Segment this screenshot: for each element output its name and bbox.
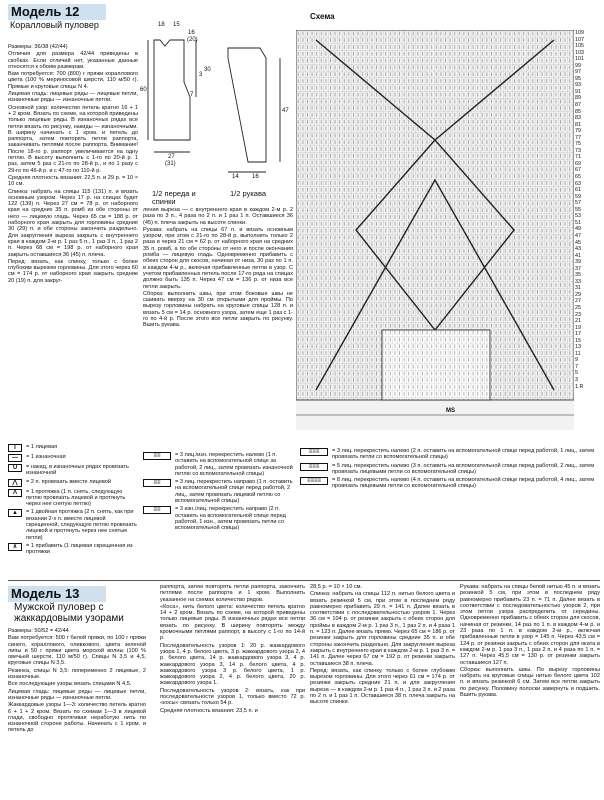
legend-entry <box>8 464 138 477</box>
row-number: 47 <box>575 232 581 239</box>
row-number: 57 <box>575 200 581 207</box>
legend-entry <box>8 509 138 540</box>
row-number: 23 <box>575 311 581 318</box>
stitch-symbol-icon: ▲ <box>8 509 22 517</box>
paragraph: Перед: вязать, как спинку, только с более глубоким вырезом горловины. Для этого через 61 см = 174 р. от резинки закрыть средние 21 п. и для закругления выреза — в каждом 2-м р. 1 раз 4 п., 1 раз 3 п. и 2 раза по 2 п. и 1 раз 1 п. Оставшиеся 38 п. плеча закрыть на высоте спинки. <box>310 667 455 706</box>
legend-text: = 5 лиц. перекрестить налево (3 п. оставить на вспомогательной спице перед работой, 2 лиц., затем провязать лицевыми петли со вспомогательной спицы) <box>332 462 595 475</box>
row-number: 91 <box>575 88 581 95</box>
dim-bottom-3: 14 <box>232 174 239 180</box>
paragraph: Рукава: набрать на спицы белой нитью 45 п. и вязать резинкой 5 см, при этом в последнем ряду равномерно прибавить 23 п. = 71 п. Далее вязать в соответствии с последовательностью узоров 2, при этом петли узора распределить от середины. Одновременно прибавить с обеих сторон для скосов, начиная от резинки, 14 раз по 1 п. в каждом 4-м р. и 23 раза по 1 п. в каждом 2-м р., включая прибавленные петли в узор = 145 п. Через 43,5 см = 124 р. от резинки закрыть с обеих сторон для оката в каждом 2-м р. 1 раз 3 п., 1 раз 2 п. и 4 раза по 1 п. = 127 п. Через 45,5 см = 130 р. от резинки закрыть оставшиеся 127 п. <box>460 584 600 666</box>
symbol-legend-right <box>300 448 600 492</box>
model13-column-4 <box>460 584 600 798</box>
legend-entry <box>143 479 293 504</box>
row-number: 19 <box>575 324 581 331</box>
model12-column-2 <box>143 207 293 407</box>
row-number: 29 <box>575 291 581 298</box>
row-number: 85 <box>575 108 581 115</box>
legend-text: = 1 лицевая <box>26 444 58 450</box>
dim-right-2: 47 <box>282 108 289 114</box>
row-number: 73 <box>575 147 581 154</box>
paragraph: ления выреза — с внутреннего края в каждом 2-м р. 2 раза по 3 п., 4 раза по 2 п. и 1 раз 1 п. Оставшиеся 36 (45) п. плеча закрыть на высоте спинки. <box>143 207 293 226</box>
row-number: 55 <box>575 206 581 213</box>
legend-entry <box>8 543 138 556</box>
row-number: 39 <box>575 259 581 266</box>
symbol-legend-left <box>8 444 138 558</box>
paragraph: Вам потребуется: 500 г белой пряжи, по 100 г пряжи синего, кораллового, оливкового, цвета зеленой липы и 50 г пряжи цвета морской волны (100 % овечьей шерсти, 110 м/50 г). Спицы N 3,5 и 4,5, круговые спицы N 3,5. <box>8 635 146 667</box>
section-divider <box>8 580 600 581</box>
row-number: 35 <box>575 272 581 279</box>
dim-top-2: 15 <box>173 22 180 28</box>
row-number: 49 <box>575 226 581 233</box>
row-number: 71 <box>575 154 581 161</box>
legend-entry <box>8 454 138 462</box>
dim-bottom-4: 16 <box>252 174 259 180</box>
legend-text: = 1 двойная протяжка (2 п. снять, как при вязании 2-х п. вместе лицевой скрещенной, следующую петлю провязать лицевой и протянуть через нее снятые петли) <box>26 509 137 541</box>
dim-bottom-1: 27 <box>168 154 175 160</box>
row-number: 43 <box>575 246 581 253</box>
paragraph: Резинка, спицы N 3,5: попеременно 2 лицевые, 2 изнаночные. <box>8 667 146 681</box>
row-number: 63 <box>575 180 581 187</box>
row-number: 69 <box>575 160 581 167</box>
paragraph: Размеры: 50/52 = 42/44 <box>8 628 69 634</box>
model12-title: Коралловый пуловер <box>10 20 99 30</box>
legend-text: = 2 п. провязать вместе лицевой <box>26 478 112 485</box>
row-number: 105 <box>575 43 584 50</box>
stitch-symbol-icon: ≡≡ <box>143 479 171 487</box>
stitch-symbol-icon: ≡≡≡ <box>300 463 328 471</box>
paragraph: Жаккардовые узоры 1—3: количество петель кратно 6 + 1 + 2 кром. Вязать по схемам 1—3 в лицевой глади, свободно протягивая неработую нить по изнаночной стороне работы. Начинать с 1 кром. и петель до <box>8 702 146 734</box>
row-number: 87 <box>575 102 581 109</box>
dim-right-1: 30 <box>204 67 211 73</box>
row-number: 13 <box>575 344 581 351</box>
row-number: 59 <box>575 193 581 200</box>
stitch-symbol-icon: ⋀ <box>8 479 22 487</box>
legend-text: = 3 лиц. перекрестить направо (1 п. оставить на вспомогательной спице перед работой, 2 лиц., затем провязать лицевой петлю со вспомогательной спицы) <box>175 479 293 505</box>
stitch-symbol-icon: ⊼ <box>8 543 22 551</box>
dim-side-2: 7 <box>190 92 194 98</box>
legend-text: = 1 прибавить (1 лицевая скрещенная из протяжки <box>26 542 133 556</box>
paragraph: Отличия для размера 42/44 приведены в скобках. Если отличий нет, указанные данные относятся к обоим размерам. <box>8 51 138 70</box>
legend-text: = 3 лиц./изн. перекрестить налево (1 п. оставить на вспомогательной спице за работой, 2 лиц., затем провязать изнаночной петлю со вспомогательной спицы) <box>175 452 293 477</box>
row-number: 99 <box>575 62 581 69</box>
model13-column-2 <box>160 584 305 798</box>
row-number: 27 <box>575 298 581 305</box>
row-number: 53 <box>575 213 581 220</box>
stitch-symbol-icon: ≡≡ <box>143 452 171 460</box>
paragraph: Сборка: выполнить швы, при этом боковые швы не сшивать вверху на 30 см открытыми для проймы. По вырезу горловины набрать на круговые спицы 128 п. и вязать 5 см = 14 р. основного узора, затем еще 1 раз с 1-го по 4-й р. После этого все петли закрыть по рисунку. Вшить рукава. <box>143 290 293 329</box>
legend-entry <box>8 444 138 452</box>
row-number: 15 <box>575 337 581 344</box>
dim-top-3: 16 <box>188 30 195 36</box>
row-number: 21 <box>575 318 581 325</box>
paragraph: Рукава: набрать на спицы 67 п. и вязать основным узором, при этом с 21-го по 28-й р. выполнить только 2 раза и через 21 см = 62 р. от наборного края на средних 35 п. ромб, а по обе стороны от него и после окончания ромба — лицевую гладь. Одновременно прибавить с обеих сторон для скосов, начиная от низа, 30 раз по 1 п. в каждом 4-м р., включая прибавленные петли в узор. С учетом прибавленных петель после 17-го ряда на спицах должно быть 135 п. Через 47 см = 136 р. от низа все петли закрыть. <box>143 226 293 290</box>
schematic-caption-sleeve: 1/2 рукава <box>230 189 267 198</box>
schematic-lines <box>140 12 288 187</box>
paragraph: Все последующие узоры вязать спицами N 4,5. <box>8 681 132 688</box>
chart-title: Схема <box>310 12 335 21</box>
legend-entry <box>300 477 600 490</box>
paragraph: Средняя плотность вязания: 22,5 п. и 29 р. = 10 × 10 см. <box>8 174 138 188</box>
row-number: 31 <box>575 285 581 292</box>
legend-text: = накид, в изнаночных рядах провязать изнаночной <box>26 464 129 477</box>
legend-entry <box>143 452 293 477</box>
model13-heading: Модель 13 <box>8 586 106 602</box>
row-number: 93 <box>575 82 581 89</box>
model12-column-1 <box>8 44 138 439</box>
row-number: 7 <box>575 363 578 370</box>
knitting-chart <box>296 30 574 430</box>
legend-entry <box>300 448 600 461</box>
schematic-caption-front: 1/2 переда и спинки <box>152 189 196 206</box>
row-number: 61 <box>575 187 581 194</box>
legend-text: = 8 лиц. перекрестить налево (4 п. оставить на вспомогательной спице перед работой, 4 лиц., затем провязать лицевыми петли со вспомогательной спицы) <box>332 477 595 490</box>
garment-schematic <box>140 12 288 187</box>
paragraph: Сборка: выполнить швы. По вырезу горловины набрать на круговые спицы нитью белого цвета 102 п. и вязать резинкой 6 см. Затем все петли закрыть по рисунку. Половину полоски завернуть и подшить. Вшить рукава. <box>460 666 600 699</box>
row-number: 89 <box>575 95 581 102</box>
row-number: 109 <box>575 30 584 36</box>
row-number: 9 <box>575 357 578 364</box>
row-number: 75 <box>575 141 581 148</box>
paragraph: Лицевая гладь: лицевые ряды — лицевые петли, изнаночные ряды — изнаночные петли. <box>8 91 138 104</box>
model13-column-1 <box>8 628 146 798</box>
row-number: 67 <box>575 167 581 174</box>
row-number: 41 <box>575 252 581 259</box>
stitch-symbol-icon: I <box>8 444 22 452</box>
row-number: 65 <box>575 174 581 181</box>
chart-grid <box>296 30 574 430</box>
row-number: 11 <box>575 350 581 357</box>
row-number: 51 <box>575 219 581 226</box>
paragraph: «Коса», нить белого цвета: количество петель кратно 14 + 2 кром. Вязать по схеме, на которой приведены только лицевые ряды. В изнаночных рядах все петли вязать по рисунку. В ширину повторять между кромочными петлями раппорт, в высоту с 1-го по 14-й р. <box>160 603 305 642</box>
paragraph: Последовательность узоров 1: 20 р. жаккардового узора 1, 4 р. белого цвета, 3 р. жаккардового узора 2, 4 р. белого цвета, 14 р. жаккардового узора 3, 4 р. жаккардового узора 3, 14 р. белого цвета, 4 р. жаккардового узора 3 р. белого цвета, 1 р. жаккардового узора 2, 4 р. белого цвета, 20 р. жаккардового узора 1. <box>160 642 305 687</box>
stitch-symbol-icon: Λ <box>8 489 22 497</box>
paragraph: Спинка: набрать на спицы 112 п. нитью белого цвета и вязать резинкой 5 см, при этом в последнем ряду равномерно прибавить 29 п. = 141 п. Далее вязать в соответствии с последовательностью узоров 1. Через 36 см = 104 р. от резинки закрыть с обеих сторон для проймы в каждом 2-м р. 1 раз 3 п., 1 раз 2 п. и 4 раза 1 п. = 123 п. Далее вязать прямо. Через 65 см = 186 р. от резинки закрыть для горловины средние 35 п. и обе стороны закончить раздельно. Для закругления выреза закрыть с внутреннего края в каждом 2-м р. 1 раз 3 п. = 141 п. Далее через 67 см = 192 р. от резинки закрыть оставшиеся 38 п. плеча. <box>310 591 455 667</box>
stitch-symbol-icon: ≡≡≡≡ <box>300 477 328 485</box>
legend-entry <box>8 489 138 508</box>
dim-side-1: 3 <box>199 72 203 78</box>
ms-label: MS <box>446 408 455 414</box>
row-number: 79 <box>575 128 581 135</box>
row-number: 33 <box>575 278 581 285</box>
stitch-symbol-icon: — <box>8 454 22 462</box>
paragraph: Спинка: набрать на спицы 115 (131) п. и вязать основным узором. Через 17 р. на спицах будет 122 (139) п. Через 27 см = 78 р. от наборного края на средних 35 п. ромб из обе стороны от него — лицевую гладь. Через 65 см = 188 р. от наборного края закрыть для горловины средние 30 (29) п. и обе стороны закончить раздельно. Для закругления выреза закрыть с внутреннего края в каждом 2-м р. 1 раз 5 п., 1 раз 3 п., 1 раз 2 п. Через 68 см = 198 р. от наборного края закрыть оставшиеся 36 (45) п. плеча. <box>8 188 138 258</box>
dim-left: 60 <box>140 87 147 93</box>
paragraph: Основной узор: количество петель кратно 16 + 1 + 2 кром. Вязать по схеме, на которой приведены только лицевые ряды. В изнаночных рядах все петли вязать по рисунку, накиды — изнаночными. В ширину начинать с 1 кром. и петель до раппорта, затем повторять петли раппорта, заканчивать петлями после раппорта. Внимание! После 18-го р. раппорт увеличивается на одну петлю. В высоту выполнить с 1-го по 20-й р. 1 раз, затем 5 раз с 21-го по 28-й р., и по 1 разу с 29-го по 46-й р. и с 47-го по 110-й р. <box>8 104 138 174</box>
legend-text: = 1 изнаночная <box>26 454 66 460</box>
row-number: 101 <box>575 56 584 63</box>
dim-top-1: 18 <box>158 22 165 28</box>
row-number: 103 <box>575 49 584 56</box>
paragraph: Средняя плотность вязания: 23,5 п. и <box>160 707 258 714</box>
paragraph: Размеры: 36/38 (42/44) <box>8 44 68 50</box>
model12-heading: Модель 12 <box>8 4 106 20</box>
row-number: 95 <box>575 75 581 82</box>
row-number: 45 <box>575 239 581 246</box>
legend-text: = 3 лиц. перекрестить налево (2 п. оставить на вспомогательной спице перед работой, 1 лиц., затем провязать петли со вспомогательной спицы) <box>332 448 595 461</box>
dim-bottom-2: (31) <box>165 161 176 167</box>
symbol-legend-middle <box>143 452 293 534</box>
paragraph: Вам потребуется: 700 (800) г пряжи кораллового цвета (100 % мериносовой шерсти, 110 м/50 г). Прямые и круговые спицы N 4. <box>8 71 138 90</box>
legend-entry <box>300 463 600 476</box>
row-number: 17 <box>575 331 581 338</box>
model13-title: Мужской пуловер с жаккардовыми узорами <box>14 602 124 624</box>
model13-column-3 <box>310 584 455 798</box>
row-number: 3 <box>575 376 578 383</box>
row-number: 107 <box>575 36 584 43</box>
paragraph: Перед: вязать, как спинку, только с более глубоким вырезом горловины. Для этого через 60 см = 174 р. от наборного края закрыть средние 20 (19) п. для закруг- <box>8 258 138 284</box>
stitch-symbol-icon: U <box>8 464 22 472</box>
row-number: 81 <box>575 121 581 128</box>
paragraph: Лицевая гладь: лицевые ряды — лицевые петли, изнаночные ряды — изнаночные петли. <box>8 688 146 701</box>
dim-top-4: (20) <box>187 37 198 43</box>
chart-row-numbers <box>575 30 603 390</box>
stitch-symbol-icon: ≡≡ <box>143 506 171 514</box>
row-number: 37 <box>575 265 581 272</box>
row-number: 5 <box>575 370 578 377</box>
paragraph: 28,5 р. = 10 × 10 см. <box>310 584 363 590</box>
legend-text: = 1 протяжка (1 п. снять, следующую петлю провязать лицевой и протянуть через нее снятую петлю) <box>26 488 126 508</box>
legend-text: = 3 изн./лиц. перекрестить направо (2 п. оставить на вспомогательной спице перед работой, 1 изн., затем провязать петли со вспомогательной спицы) <box>175 506 286 532</box>
stitch-symbol-icon: ≡≡≡ <box>300 448 328 456</box>
row-number: 25 <box>575 304 581 311</box>
paragraph: Последовательность узоров 2: вязать, как при последовательности узоров 1, только вместо 72 р. «косы» связать только 54 р. <box>160 687 305 707</box>
row-number: 97 <box>575 69 581 76</box>
row-number: 83 <box>575 115 581 122</box>
paragraph: раппорта, затем повторять петли раппорта, закончить петлями после раппорта и 1 кром. Выполнить указанное на схемах количество рядов. <box>160 584 305 603</box>
legend-entry <box>8 479 138 487</box>
legend-entry <box>143 506 293 531</box>
row-number: 77 <box>575 134 581 141</box>
row-number: 1.R <box>575 383 584 390</box>
